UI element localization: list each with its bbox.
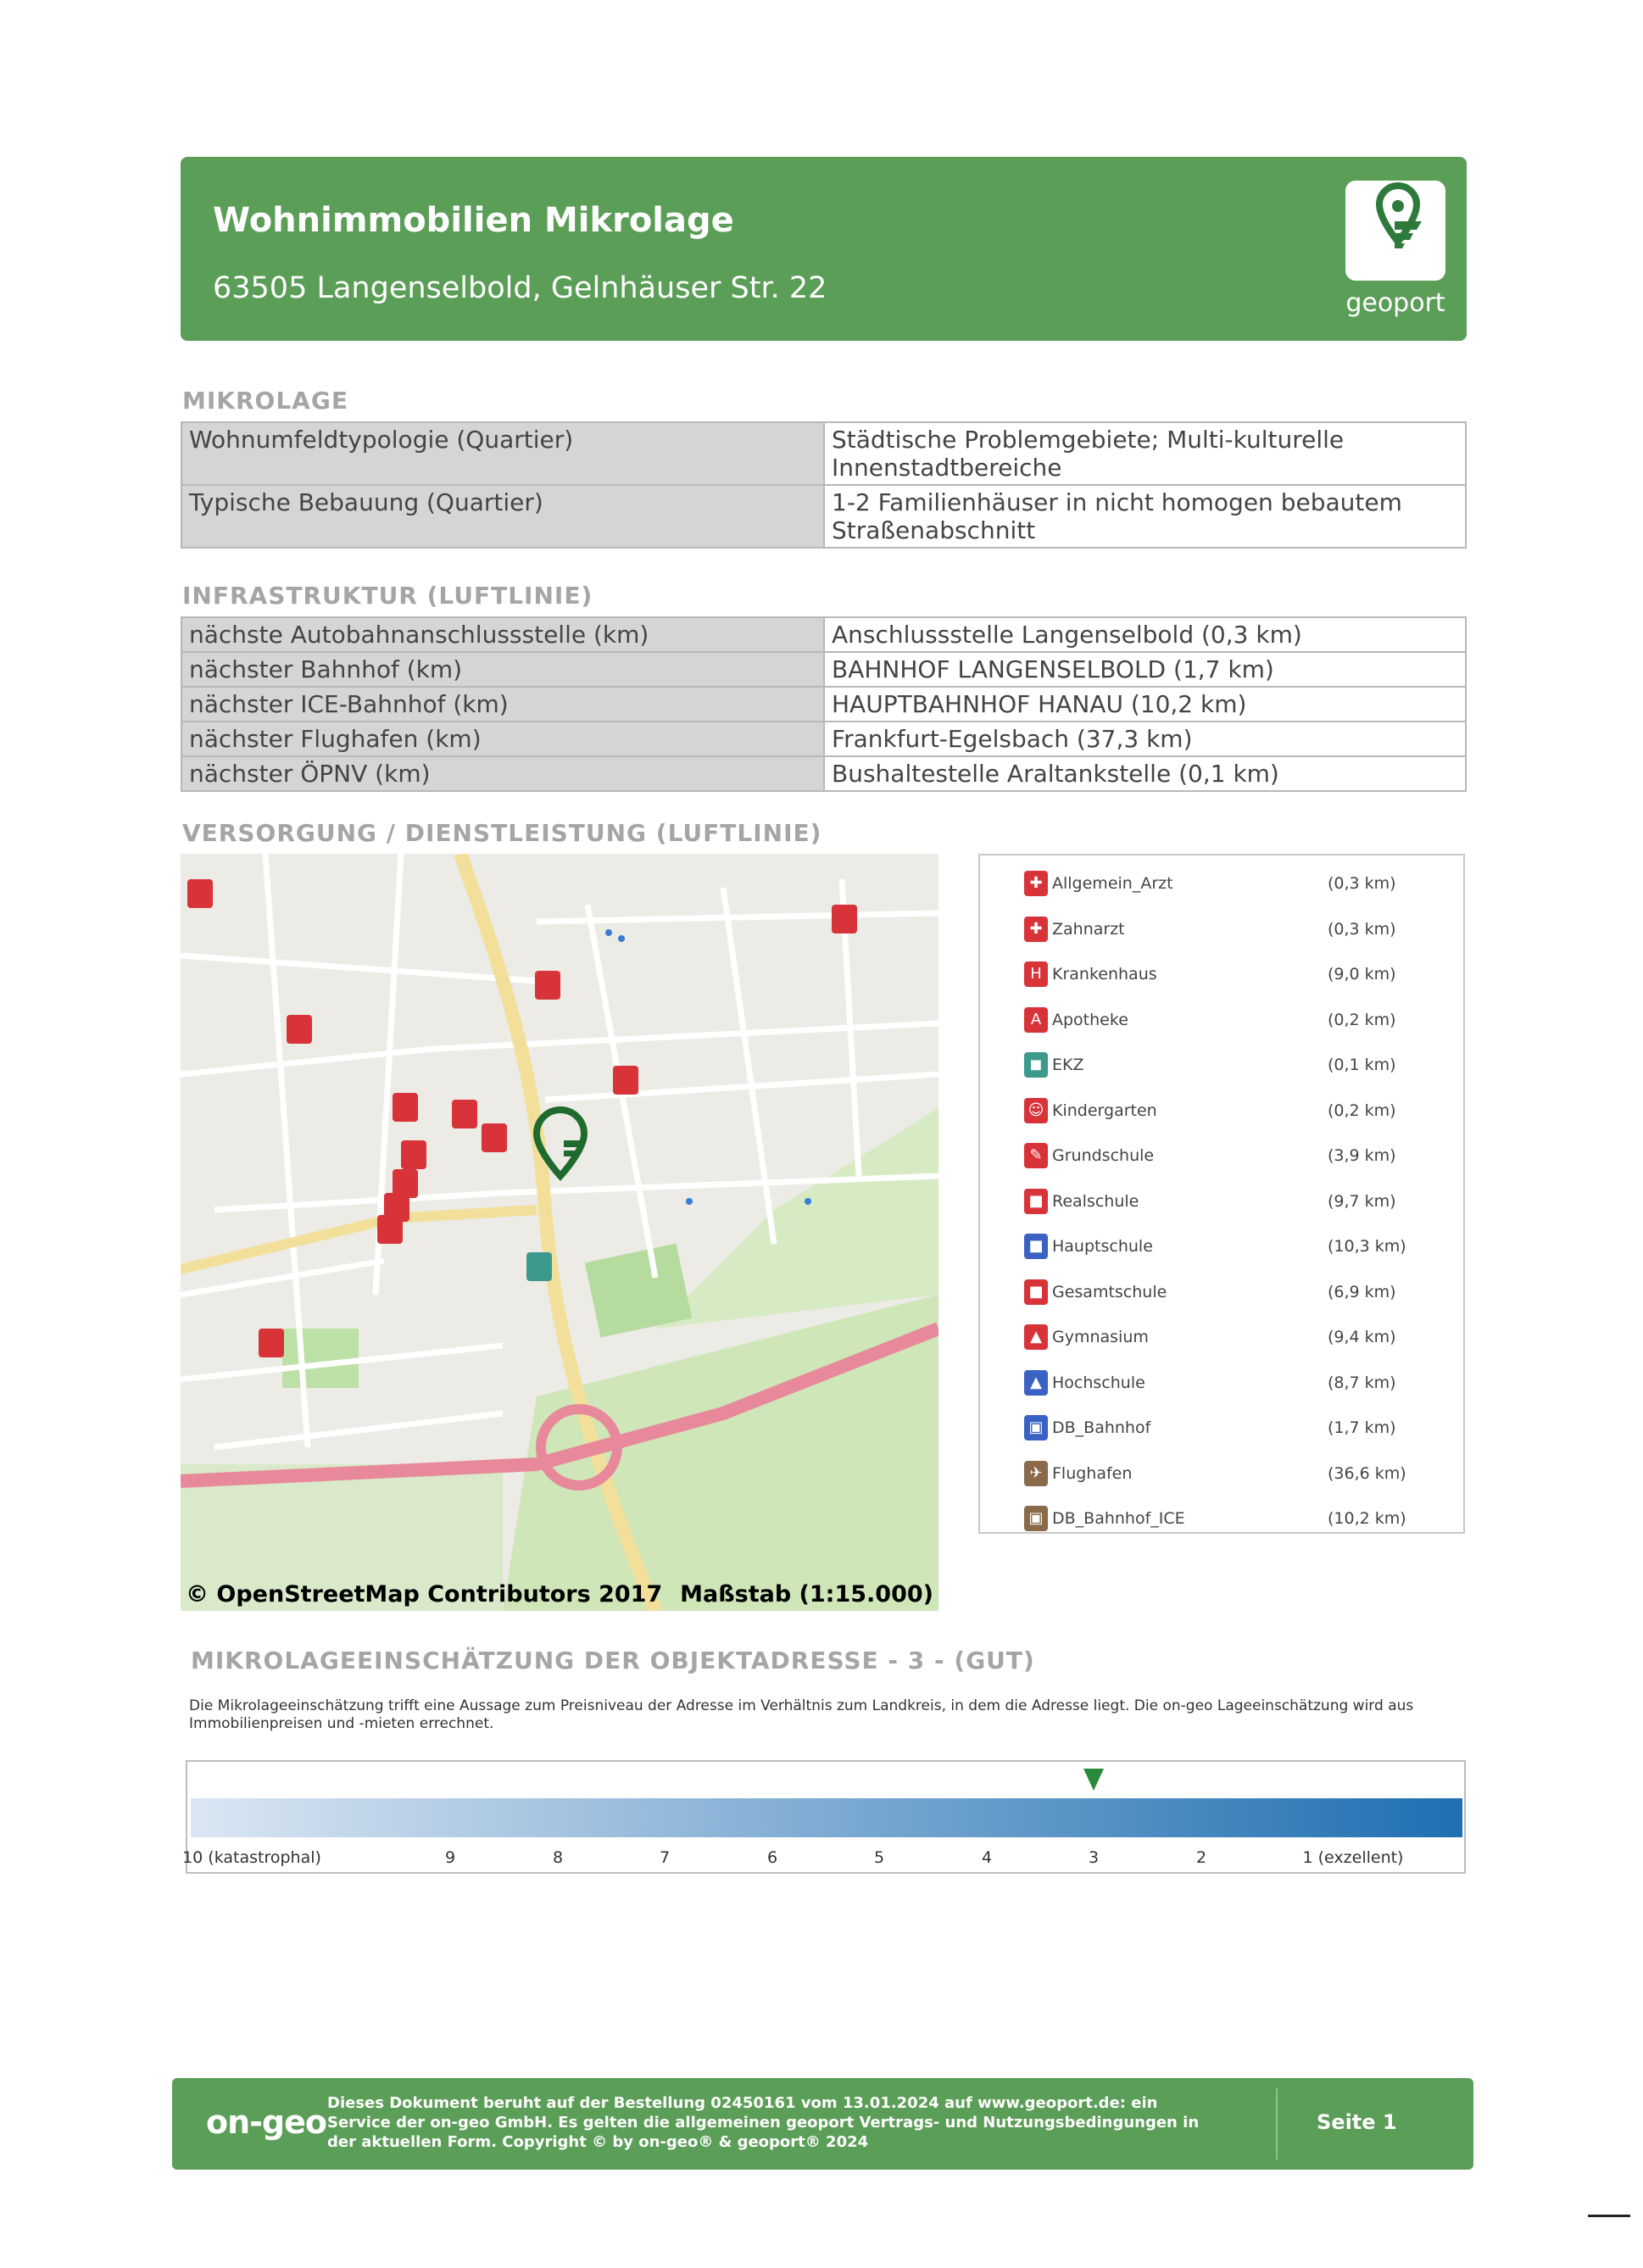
section-title-versorgung: VERSORGUNG / DIENSTLEISTUNG (LUFTLINIE) — [182, 819, 822, 847]
rating-tick: 7 — [659, 1848, 671, 1867]
legend-item — [1024, 1004, 1448, 1038]
mikrolage-table — [181, 421, 1467, 549]
footer-text: Dieses Dokument beruht auf der Bestellung 02450161 vom 13.01.2024 auf www.geoport.de: ein Service der on-geo GmbH. Es gelten die allgemeinen geoport Vertrags- und Nutzungsbedingungen in der aktuellen Form. Copyright © by on-geo® & geoport® 2024 — [327, 2094, 1200, 2151]
table-row — [181, 687, 1466, 722]
map-credit: © OpenStreetMap Contributors 2017 — [186, 1581, 663, 1608]
table-key: nächster Flughafen (km) — [181, 722, 824, 756]
legend-distance: (1,7 km) — [1328, 1418, 1396, 1437]
legend-label: Zahnarzt — [1052, 919, 1125, 939]
legend-item — [1024, 958, 1448, 992]
table-value: BAHNHOF LANGENSELBOLD (1,7 km) — [824, 652, 1466, 687]
rating-tick: 9 — [444, 1848, 456, 1867]
rating-tick: 6 — [766, 1848, 778, 1867]
legend-label: Flughafen — [1052, 1463, 1133, 1483]
poi-legend — [978, 854, 1465, 1534]
table-row — [181, 422, 1466, 485]
table-value: Anschlussstelle Langenselbold (0,3 km) — [824, 617, 1466, 652]
db-bahnhof-icon: ▣ — [1024, 1415, 1048, 1440]
legend-item — [1024, 1049, 1448, 1083]
rating-tick: 2 — [1195, 1848, 1207, 1867]
legend-item — [1024, 1276, 1448, 1310]
infrastruktur-table — [181, 616, 1467, 792]
legend-label: Apotheke — [1052, 1010, 1128, 1029]
rating-tick: 4 — [981, 1848, 993, 1867]
geoport-logo — [1345, 181, 1445, 281]
table-row — [181, 756, 1466, 791]
section-title-mikrolage: MIKROLAGE — [182, 387, 348, 415]
table-value: HAUPTBAHNHOF HANAU (10,2 km) — [824, 687, 1466, 722]
table-row — [181, 617, 1466, 652]
page-number: Seite 1 — [1317, 2110, 1397, 2134]
legend-item — [1024, 1502, 1448, 1536]
table-key: Wohnumfeldtypologie (Quartier) — [181, 422, 824, 485]
legend-label: Krankenhaus — [1052, 965, 1157, 984]
legend-distance: (36,6 km) — [1328, 1463, 1406, 1483]
report-title: Wohnimmobilien Mikrolage — [213, 201, 734, 240]
table-value: Frankfurt-Egelsbach (37,3 km) — [824, 722, 1466, 756]
legend-label: Kindergarten — [1052, 1101, 1157, 1120]
legend-item — [1024, 1230, 1448, 1264]
table-key: nächste Autobahnanschlussstelle (km) — [181, 617, 824, 652]
section-title-rating: MIKROLAGEEINSCHÄTZUNG DER OBJEKTADRESSE - 3 - (GUT) — [191, 1647, 1035, 1675]
legend-label: Grundschule — [1052, 1146, 1155, 1165]
rating-tick: 3 — [1088, 1848, 1100, 1867]
table-row — [181, 722, 1466, 756]
legend-distance: (10,2 km) — [1328, 1509, 1406, 1528]
footer-divider — [1276, 2088, 1278, 2159]
legend-distance: (0,1 km) — [1328, 1056, 1396, 1074]
legend-distance: (0,3 km) — [1328, 874, 1396, 893]
legend-item — [1024, 1095, 1448, 1128]
kindergarten-icon: ☺ — [1024, 1098, 1048, 1123]
legend-item — [1024, 1140, 1448, 1173]
rating-scale — [182, 1760, 1466, 1874]
legend-label: Gymnasium — [1052, 1328, 1149, 1346]
flughafen-icon: ✈ — [1024, 1461, 1048, 1486]
legend-item — [1024, 913, 1448, 947]
legend-item — [1024, 1185, 1448, 1219]
zahnarzt-icon: ✚ — [1024, 917, 1048, 942]
legend-item — [1024, 867, 1448, 901]
rating-description: Die Mikrolageeinschätzung trifft eine Aussage zum Preisniveau der Adresse im Verhältnis zum Landkreis, in dem die Adresse liegt. Die on-geo Lageeinschätzung wird aus Immobilienpreisen und -mieten errechnet. — [189, 1697, 1414, 1732]
table-key: nächster Bahnhof (km) — [181, 652, 824, 687]
report-header — [181, 157, 1467, 341]
table-row — [181, 652, 1466, 687]
legend-label: Hauptschule — [1052, 1237, 1153, 1256]
section-title-infrastruktur: INFRASTRUKTUR (LUFTLINIE) — [182, 582, 593, 610]
on-geo-logo: on-geo — [206, 2104, 327, 2141]
apotheke-icon: A — [1024, 1007, 1048, 1033]
map-scale: Maßstab (1:15.000) — [680, 1581, 933, 1608]
legend-distance: (8,7 km) — [1328, 1373, 1396, 1392]
legend-label: Realschule — [1052, 1191, 1139, 1211]
legend-distance: (0,2 km) — [1328, 1010, 1396, 1029]
legend-distance: (3,9 km) — [1328, 1146, 1396, 1165]
allgemein-arzt-icon: ✚ — [1024, 871, 1048, 896]
map-pin-icon — [1345, 181, 1445, 281]
realschule-icon: ■ — [1024, 1189, 1048, 1214]
rating-tick: 1 (exzellent) — [1302, 1848, 1404, 1867]
rating-tick: 8 — [552, 1848, 564, 1867]
legend-distance: (9,0 km) — [1328, 965, 1396, 984]
rating-gradient-bar — [191, 1798, 1462, 1837]
rating-tick: 5 — [873, 1848, 885, 1867]
table-key: Typische Bebauung (Quartier) — [181, 485, 824, 548]
geoport-logo-text: geoport — [1345, 288, 1445, 318]
legend-distance: (0,3 km) — [1328, 919, 1396, 939]
grundschule-icon: ✎ — [1024, 1143, 1048, 1168]
legend-distance: (0,2 km) — [1328, 1101, 1396, 1120]
legend-item — [1024, 1412, 1448, 1446]
hauptschule-icon: ■ — [1024, 1234, 1048, 1259]
legend-label: EKZ — [1052, 1056, 1084, 1074]
legend-label: Hochschule — [1052, 1373, 1145, 1392]
legend-item — [1024, 1321, 1448, 1355]
legend-label: Allgemein_Arzt — [1052, 874, 1173, 893]
rating-tick: 10 (katastrophal) — [182, 1848, 321, 1867]
legend-distance: (9,7 km) — [1328, 1191, 1396, 1211]
legend-item — [1024, 1367, 1448, 1401]
table-value: Bushaltestelle Araltankstelle (0,1 km) — [824, 756, 1466, 791]
legend-distance: (9,4 km) — [1328, 1328, 1396, 1346]
legend-label: DB_Bahnhof_ICE — [1052, 1509, 1185, 1528]
legend-distance: (6,9 km) — [1328, 1282, 1396, 1301]
map-graphic — [181, 854, 938, 1611]
table-value: 1-2 Familienhäuser in nicht homogen bebautem Straßenabschnitt — [824, 485, 1466, 548]
location-map[interactable] — [181, 854, 938, 1611]
table-key: nächster ICE-Bahnhof (km) — [181, 687, 824, 722]
legend-item — [1024, 1457, 1448, 1491]
gymnasium-icon: ▲ — [1024, 1324, 1048, 1350]
legend-label: Gesamtschule — [1052, 1282, 1167, 1301]
legend-label: DB_Bahnhof — [1052, 1418, 1151, 1437]
rating-marker-icon — [1083, 1769, 1104, 1791]
page-corner-mark — [1588, 2215, 1630, 2217]
ekz-icon: ◼ — [1024, 1052, 1048, 1078]
gesamtschule-icon: ■ — [1024, 1279, 1048, 1305]
db-bahnhof-ice-icon: ▣ — [1024, 1506, 1048, 1531]
hochschule-icon: ▲ — [1024, 1370, 1048, 1396]
report-footer — [172, 2078, 1473, 2170]
table-value: Städtische Problemgebiete; Multi-kulturelle Innenstadtbereiche — [824, 422, 1466, 485]
report-address: 63505 Langenselbold, Gelnhäuser Str. 22 — [213, 271, 827, 305]
table-row — [181, 485, 1466, 548]
legend-distance: (10,3 km) — [1328, 1237, 1406, 1256]
table-key: nächster ÖPNV (km) — [181, 756, 824, 791]
krankenhaus-icon: H — [1024, 961, 1048, 987]
